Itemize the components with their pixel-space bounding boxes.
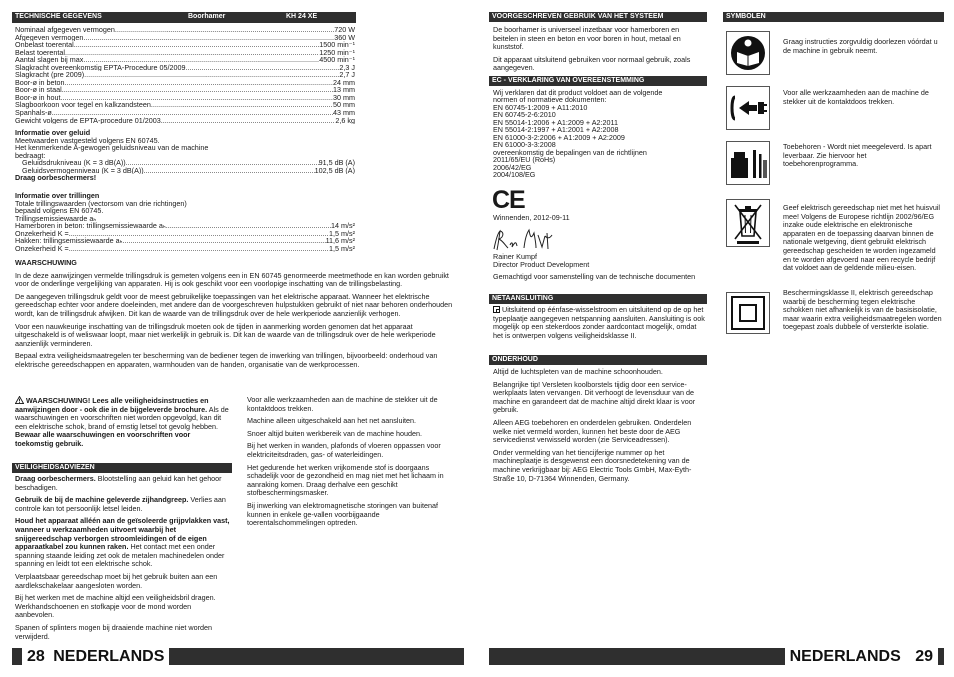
spec-row [15, 101, 355, 109]
vibration-row-value: 1,5 m/s² [329, 229, 355, 238]
maintenance-header: ONDERHOUD [489, 355, 707, 365]
noise-line-3: bedraagt: [15, 150, 46, 160]
ec-line: EN 55014-1:2006 + A1:2009 + A2:2011 [493, 117, 618, 127]
noise-values [15, 159, 355, 174]
maintenance-paragraph: Altijd de luchtspleten van de machine schoonhouden. [493, 367, 663, 376]
maintenance-paragraph: Alleen AEG toebehoren en onderdelen gebruiken. Onderdelen welke niet vermeld worden, kunnen het beste door de AEG servicedienst verwisseld worden (zie Serviceadressen). [493, 417, 692, 445]
usage-paragraphs [493, 26, 705, 77]
ec-line: EN 61000-3-2:2006 + A1:2009 + A2:2009 [493, 132, 625, 142]
noise-row-leader [126, 159, 319, 167]
ec-line: 2011/65/EU (RoHs) [493, 155, 556, 165]
spec-row-label: Gewicht volgens de EPTA-procedure 01/2003 [15, 116, 161, 125]
safety-advice-paragraph [15, 594, 230, 620]
symbol-5-box [726, 292, 770, 334]
vibration-row [15, 245, 355, 253]
spec-row-value: 2,3 J [339, 63, 355, 72]
spec-row-label: Slagkracht overeenkomstig EPTA-Procedure 05/2009 [15, 63, 186, 72]
vibration-row-value: 1,5 m/s² [329, 245, 355, 253]
spec-row-leader [85, 56, 319, 64]
spec-row-label: Boor-ø in staal [15, 86, 62, 94]
symbol-1-text: Graag instructies zorgvuldig doorlezen vóórdat u de machine in gebruik neemt. [783, 37, 938, 55]
left-page-number: 28 [27, 648, 45, 665]
signature-image [490, 227, 565, 253]
spec-row-leader [185, 64, 339, 72]
spec-row [15, 49, 355, 57]
mains-block [493, 306, 705, 340]
spec-row-leader [61, 94, 333, 102]
safety-advice-paragraph [15, 496, 230, 513]
warning-box-bold-1: WAARSCHUWING! Lees alle veiligheidsinstructies en aanwijzingen door - ook die in de bijgeleverde brochure. [15, 396, 209, 414]
ec-line: EN 55014-2:1997 + A1:2001 + A2:2008 [493, 125, 619, 135]
noise-row-label: Geluidsvermogenniveau (K = 3 dB(A)) [22, 166, 144, 175]
maintenance-paragraphs [493, 368, 705, 487]
signer-name: Rainer Kumpf [493, 252, 537, 261]
safety-advice-paragraph [15, 517, 230, 569]
vibration-row-leader [69, 245, 329, 253]
noise-line-1: Meetwaarden vastgesteld volgens EN 60745. [15, 135, 160, 145]
spec-row-value: 720 W [334, 26, 355, 34]
safety-advice-paragraph [15, 624, 230, 641]
tech-data-model: KH 24 XE [286, 13, 318, 20]
maintenance-paragraph: Onder vermelding van het tiencijferige nummer op het machineplaatje is desgewenst een doorsnedetekening van de machine verkrijgbaar bij: AEG Electric Tools GmbH, Max-Eyth-Straße 10, D-71364 Winnenden, Germany. [493, 447, 692, 483]
vibration-row-label: Onzekerheid K = [15, 245, 69, 253]
ec-line: EN 60745-2-6:2010 [493, 110, 556, 120]
read-manual-icon [727, 32, 769, 74]
right-page-number: 29 [915, 648, 933, 665]
class-ii-icon [727, 293, 769, 333]
safety-advice-bold: Houd het apparaat alléén aan de geïsoleerde grijpvlakken vast, wanneer u werkzaamheden uitvoert waarbij het snijgereedschap verborgen stroomleidingen of de eigen apparaatkabel zou kunnen raken. [15, 516, 230, 552]
usage-paragraph: De boorhamer is universeel inzetbaar voor hamerboren en beitelen in steen en beton en voor boren in hout, metaal en kunststof. [493, 25, 681, 52]
tech-data-header [12, 12, 356, 22]
safety-header: VEILIGHEIDSADVIEZEN [12, 463, 232, 473]
weee-bin-icon [727, 200, 769, 246]
ec-line: overeenkomstig de bepalingen van de richtlijnen [493, 147, 647, 157]
vibration-row-value: 14 m/s² [331, 222, 355, 230]
spec-row-leader [74, 41, 319, 49]
noise-row-label: Geluidsdrukniveau (K = 3 dB(A)) [22, 159, 126, 167]
vibration-line-1: Totale trillingswaarden (vectorsom van drie richtingen) [15, 198, 187, 208]
spec-row-value: 2,7 J [339, 71, 355, 79]
signer-block [493, 253, 705, 281]
safety-advice-paragraph [15, 573, 230, 590]
ec-line: normen of normatieve dokumenten: [493, 95, 607, 105]
spec-row-leader [65, 79, 333, 87]
unplug-icon [727, 87, 769, 129]
vibration-row [15, 237, 355, 245]
spec-row-leader [151, 101, 333, 109]
ec-line: 2006/42/EG [493, 162, 532, 172]
spec-row-label: Boor-ø in beton [15, 78, 65, 87]
vibration-block [15, 192, 355, 253]
spec-row-value: 50 mm [333, 101, 355, 110]
ec-line: EN 61000-3-3:2008 [493, 140, 556, 150]
safety-advice-paragraph [15, 475, 230, 492]
spec-row [15, 64, 355, 72]
spec-row [15, 26, 355, 34]
spec-row [15, 109, 355, 117]
left-footer-bar [12, 648, 464, 665]
spec-row-label: Slagkracht (pre 2009) [15, 71, 85, 79]
spec-row-label: Slagboorkoon voor tegel en kalkzandsteen [15, 101, 151, 110]
spec-row-label: Boor-ø in hout [15, 93, 61, 102]
warning-box-text-1: Als de waarschuwingen en voorschriften niet worden opgevolgd, kan dit een elektrische schok, brand of ernstig letsel tot gevolg hebben. [15, 404, 229, 431]
vibration-values [15, 222, 355, 252]
ec-header: EC - VERKLARING VAN OVEREENSTEMMING [489, 76, 707, 86]
noise-block [15, 129, 355, 182]
spec-row-value: 30 mm [333, 93, 355, 102]
safety-paragraph: Het gedurende het werken vrijkomende stof is doorgaans schadelijk voor de gezondheid en mag niet met het lichaam in aanraking komen. Draag derhalve een geschikt stofbeschermingsmasker. [247, 462, 444, 498]
safety-paragraph: Snoer altijd buiten werkbereik van de machine houden. [247, 428, 423, 438]
safety-advice-text: Bij het werken met de machine altijd een veiligheidsbril dragen. Werkhandschoenen en stofkapje voor de mond worden aanbevolen. [15, 593, 216, 620]
usage-paragraph: Dit apparaat uitsluitend gebruiken voor normaal gebruik, zoals aangegeven. [493, 54, 691, 73]
safety-paragraph: Voor alle werkzaamheden aan de machine de stekker uit de kontaktdoos trekken. [247, 395, 438, 413]
noise-line-2: Het kenmerkende A-gewogen geluidsniveau van de machine [15, 143, 209, 153]
right-language: NEDERLANDS [789, 648, 901, 665]
safety-paragraph: Bij inwerking van elektromagnetische storingen van buitenaf kunnen in enkele ge-vallen voorbijgaande toerentalschommelingen optreden. [247, 500, 438, 528]
noise-row [22, 159, 355, 167]
right-footer-bar [489, 648, 944, 665]
symbol-2-box [726, 86, 770, 130]
symbols-header: SYMBOLEN [723, 12, 944, 22]
symbol-1-box [726, 31, 770, 75]
spec-row-label: Onbelast toerental [15, 41, 74, 49]
warning-paragraph: Bepaal extra veiligheidsmaatregelen ter bescherming van de bediener tegen de inwerking van trillingen, bijvoorbeeld: onderhoud van elektrische gereedschappen en apparaten, warmhouden van de handen, organisatie van de werkprocessen. [15, 351, 438, 369]
safety-advice-text: Het contact met een onder spanning staande leiding zet ook de metalen machinedelen onder spanning en leidt tot een elektrische schok. [15, 542, 225, 569]
noise-row-leader [144, 167, 315, 175]
vibration-row-leader [123, 237, 326, 245]
spec-row-label: Aantal slagen bij max. [15, 56, 86, 64]
spec-row-value: 1500 min⁻¹ [319, 41, 355, 49]
safety-advice-text: Spanen of splinters mogen bij draaiende machine niet worden verwijderd. [15, 622, 212, 641]
maintenance-paragraph: Belangrijke tip! Versleten koolborstels tijdig door een service-werkplaats laten vervangen. Dit verhoogt de levensduur van de machine en garandeert dat de machine altijd direkt klaar is voor gebruik. [493, 379, 696, 415]
spec-row-label: Nominaal afgegeven vermogen [15, 26, 115, 34]
spec-row [15, 79, 355, 87]
spec-row-leader [84, 71, 339, 79]
ec-line: EN 60745-1:2009 + A11:2010 [493, 102, 588, 112]
spec-row-leader [161, 117, 336, 125]
safety-advice-bold: Gebruik de bij de machine geleverde zijhandgreep. [15, 495, 189, 505]
warning-heading: WAARSCHUWING [15, 258, 77, 267]
spec-row [15, 86, 355, 94]
vibration-row-label: Hakken: trillingsemissiewaarde aₕ [15, 237, 123, 246]
spec-row-label: Spanhals-ø [15, 109, 52, 117]
mains-text: Uitsluitend op éénfase-wisselstroom en uitsluitend op de op het typeplaatje aangegeven netspanning aansluiten. Aansluiting is ook mogelijk op een stekerdoos zonder aardcontact mogelijk, omdat het is ontwerpen volgens veiligheidsklasse II. [493, 305, 705, 340]
right-footer-caption [785, 648, 938, 665]
symbol-4-box [726, 199, 770, 247]
spec-row-label: Belast toerental [15, 48, 65, 57]
safety-advice-text: Verplaatsbaar gereedschap moet bij het gebruik buiten aan een aardlekschakelaar aangesloten worden. [15, 571, 218, 590]
spec-row-leader [52, 109, 333, 117]
warning-triangle-icon [15, 396, 24, 404]
spec-row [15, 34, 355, 42]
ce-mark: CE [492, 186, 525, 214]
vibration-row-label: Hamerboren in beton: trillingsemissiewaarde aₕ [15, 222, 166, 230]
symbol-3-box [726, 141, 770, 185]
noise-heading: Informatie over geluid [15, 128, 91, 137]
ec-line: 2004/108/EG [493, 169, 536, 179]
spec-row [15, 94, 355, 102]
vibration-line-3: Trillingsemissiewaarde aₕ [15, 213, 97, 223]
safety-paragraphs [15, 475, 230, 645]
safety-warning-box [15, 396, 230, 453]
safety-advice-bold: Draag oorbeschermers. [15, 474, 96, 483]
vibration-warning-section [15, 259, 455, 374]
vibration-row-label: Onzekerheid K = [15, 229, 69, 238]
warning-paragraph: In de deze aanwijzingen vermelde trillingsdruk is gemeten volgens een in EN 60745 genormeerde meetmethode en kan worden gebruikt voor de onderlinge vergelijking van apparaten. Hij is ook geschikt voor een voorlopige inschatting van de trillingsbelasting. [15, 270, 449, 289]
spec-row-leader [65, 49, 319, 57]
noise-row-value: 102,5 dB (A) [314, 166, 355, 175]
left-footer-caption [22, 648, 169, 665]
warning-paragraph: Voor een nauwkeurige inschatting van de trillingsdruk moeten ook de tijden in aanmerking worden genomen dat het apparaat uitgeschakeld is of weliswaar loopt, maar niet werkelijk in gebruik is. Dit kan de waarde van de trillingsdruk over de hele werkperiode aanzienlijk verminderen. [15, 321, 436, 348]
usage-header: VOORGESCHREVEN GEBRUIK VAN HET SYSTEEM [489, 12, 707, 22]
spec-row-value: 24 mm [333, 78, 355, 87]
ec-line: Wij verklaren dat dit product voldoet aan de volgende [493, 88, 663, 97]
left-language: NEDERLANDS [53, 648, 165, 665]
warning-paragraph: De aangegeven trillingsdruk geldt voor de meest gebruikelijke toepassingen van het elektrische apparaat. Wanneer het elektrische gereedschap echter voor andere doeleinden, met andere dan de voorgeschreven hulpstukken gebruikt of niet naar behoren onderhouden wordt, kan de trillingsdruk afwijken. Dit kan de waarde van de trillingsdruk over de hele werkperiode aanzienlijk verhogen. [15, 291, 453, 318]
spec-row [15, 41, 355, 49]
warning-box-bold-2: Bewaar alle waarschuwingen en voorschriften voor toekomstig gebruik. [15, 430, 191, 448]
spec-row-value: 13 mm [333, 86, 355, 94]
noise-warning: Draag oorbeschermers! [15, 173, 97, 183]
ec-declaration [493, 89, 705, 178]
symbol-2-text: Voor alle werkzaamheden aan de machine de stekker uit de kontaktdoos trekken. [783, 88, 929, 106]
vibration-row [15, 222, 355, 230]
spec-row-value: 1250 min⁻¹ [319, 48, 355, 57]
mains-header: NETAANSLUITING [489, 294, 707, 304]
safety-advice-text: Verlies aan controle kan tot persoonlijk letsel leiden. [15, 495, 226, 513]
place-date: Winnenden, 2012-09-11 [493, 213, 570, 222]
vibration-row [15, 230, 355, 238]
spec-row-value: 2,6 kg [335, 116, 355, 125]
tech-data-title: TECHNISCHE GEGEVENS [15, 13, 102, 20]
vibration-row-leader [166, 222, 331, 230]
vibration-heading: Informatie over trillingen [15, 191, 100, 200]
tech-data-product: Boorhamer [188, 13, 226, 20]
vibration-row-leader [69, 230, 329, 238]
spec-row-label: Afgegeven vermogen [15, 33, 84, 42]
safety-paragraph: Bij het werken in wanden, plafonds of vloeren oppassen voor elektriciteitsdraden, gas- of waterleidingen. [247, 441, 441, 459]
authorized-text: Gemachtigd voor samenstelling van de technische documenten [493, 272, 696, 282]
symbol-4-text: Geef elektrisch gereedschap niet met het huisvuil mee! Volgens de Europese richtlijn 2002/96/EG inzake oude elektrische en elektronische apparaten en de toepassing daarvan binnen de nationale wetgeving, dient gebruikt elektrisch gereedschap gescheiden te worden ingezameld en te worden afgevoerd naar een recycle bedrijf dat voldoet aan de geldende milieu-eisen. [783, 203, 941, 273]
spec-row-value: 43 mm [333, 109, 355, 117]
safety-advice-text: Blootstelling aan geluid kan het gehoor beschadigen. [15, 474, 222, 492]
spec-row [15, 71, 355, 79]
accessories-icon [727, 142, 769, 184]
safety-paragraph: Machine alleen uitgeschakeld aan het net aansluiten. [247, 416, 417, 426]
spec-row [15, 117, 355, 125]
symbol-3-text: Toebehoren - Wordt niet meegeleverd. Is apart leverbaar. Zie hiervoor het toebehorenprogramma. [783, 142, 932, 169]
vibration-line-2: bepaald volgens EN 60745. [15, 206, 104, 216]
spec-row-value: 360 W [334, 33, 355, 42]
tech-header-rule [12, 22, 356, 23]
noise-row-value: 91,5 dB (A) [318, 159, 355, 167]
warning-paragraphs [15, 272, 455, 370]
signer-title: Director Product Development [493, 259, 590, 269]
spec-list [15, 26, 355, 124]
class-ii-mark-icon [493, 306, 500, 313]
spec-row-value: 4500 min⁻¹ [319, 56, 355, 64]
spec-row-leader [62, 86, 333, 94]
spec-row-leader [83, 34, 334, 42]
spec-row-leader [115, 26, 334, 34]
general-safety-paragraphs [247, 396, 459, 532]
vibration-row-value: 11,6 m/s² [325, 237, 355, 246]
spec-row [15, 56, 355, 64]
symbol-5-text: Beschermingsklasse II, elektrisch gereedschap waarbij de bescherming tegen elektrische schokken niet afhankelijk is van de basisisolatie, maar waarin extra veiligheidsmaatregelen worden toegepast zoals dubbele of versterkte isolatie. [783, 288, 942, 332]
